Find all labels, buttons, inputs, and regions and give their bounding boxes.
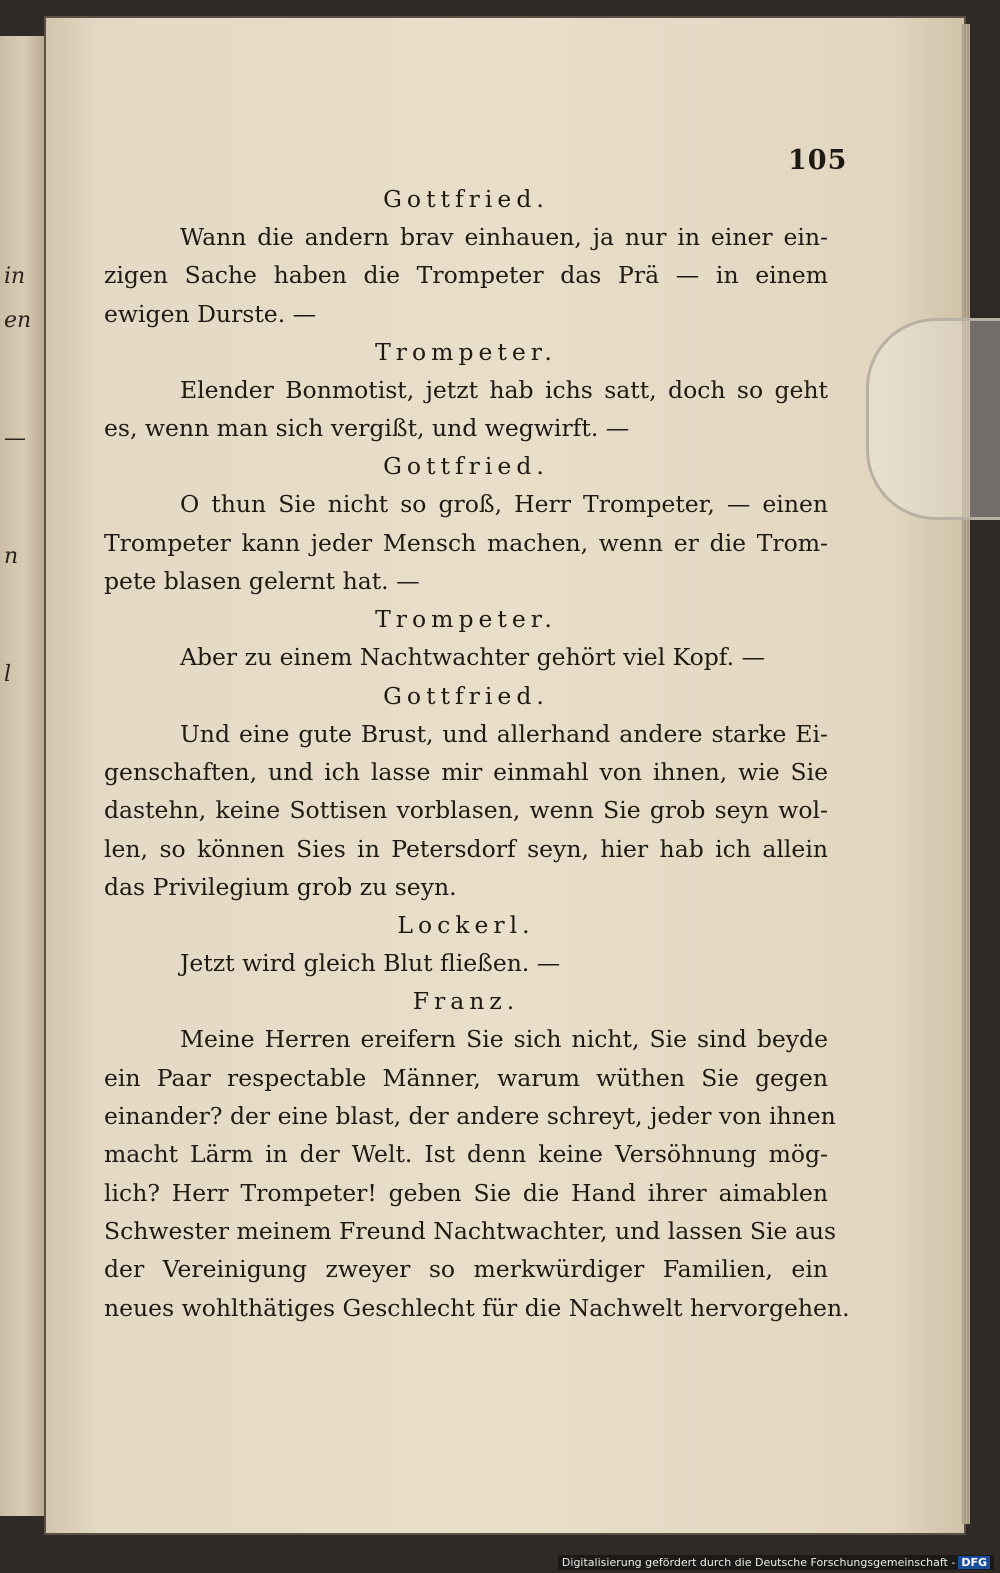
page-clip xyxy=(866,318,1000,520)
text-line: ewigen Durste. — xyxy=(104,299,317,328)
text-line: Elender Bonmotist, jetzt hab ichs satt, doch so geht xyxy=(180,375,828,404)
margin-fragment: n xyxy=(4,544,19,569)
text-line: lich? Herr Trompeter! geben Sie die Hand ihrer aimablen xyxy=(104,1178,828,1207)
speaker-name: Gottfried. xyxy=(383,681,549,710)
text-line: zigen Sache haben die Trompeter das Prä — in einem xyxy=(104,261,828,290)
text-line: es, wenn man sich vergißt, und wegwirft. — xyxy=(104,414,630,443)
text-line: dastehn, keine Sottisen vorblasen, wenn Sie grob seyn wol- xyxy=(104,796,828,825)
text-line: Aber zu einem Nachtwachter gehört viel Kopf. — xyxy=(180,643,766,672)
credit-text: Digitalisierung gefördert durch die Deutsche Forschungsgemeinschaft - xyxy=(561,1556,956,1569)
digitization-credit xyxy=(558,1555,994,1570)
text-line: Schwester meinem Freund Nachtwachter, und lassen Sie aus xyxy=(104,1216,837,1245)
speaker-name: Trompeter. xyxy=(375,337,557,366)
text-line: O thun Sie nicht so groß, Herr Trompeter, — einen xyxy=(180,490,828,519)
text-line: macht Lärm in der Welt. Ist denn keine Versöhnung mög- xyxy=(104,1140,828,1169)
text-line: einander? der eine blast, der andere schreyt, jeder von ihnen xyxy=(104,1102,836,1131)
previous-page-edge xyxy=(0,36,46,1516)
text-line: das Privilegium grob zu seyn. xyxy=(104,872,457,901)
text-line: der Vereinigung zweyer so merkwürdiger Familien, ein xyxy=(104,1255,828,1284)
speaker-name: Lockerl. xyxy=(397,911,535,940)
speaker-name: Gottfried. xyxy=(383,452,549,481)
page-number: 105 xyxy=(788,145,848,176)
text-line: genschaften, und ich lasse mir einmahl von ihnen, wie Sie xyxy=(104,757,828,786)
dfg-logo: DFG xyxy=(958,1556,990,1569)
text-line: pete blasen gelernt hat. — xyxy=(104,567,420,596)
text-line: Meine Herren ereifern Sie sich nicht, Sie sind beyde xyxy=(180,1025,828,1054)
page-stack-edges xyxy=(962,24,970,1524)
text-line: Trompeter kann jeder Mensch machen, wenn er die Trom- xyxy=(104,528,828,557)
margin-fragment: in xyxy=(4,264,26,289)
margin-fragment: — xyxy=(4,426,26,451)
text-line: ein Paar respectable Männer, warum wüthen Sie gegen xyxy=(104,1063,828,1092)
margin-fragment: en xyxy=(4,308,32,333)
speaker-name: Trompeter. xyxy=(375,605,557,634)
margin-fragment: l xyxy=(4,662,12,687)
text-line: Und eine gute Brust, und allerhand andere starke Ei- xyxy=(180,719,828,748)
speaker-name: Gottfried. xyxy=(383,185,549,213)
text-line: Jetzt wird gleich Blut fließen. — xyxy=(180,949,561,978)
text-line: neues wohlthätiges Geschlecht für die Nachwelt hervorgehen. xyxy=(104,1293,850,1322)
text-line: len, so können Sies in Petersdorf seyn, hier hab ich allein xyxy=(104,834,828,863)
page-text xyxy=(104,180,850,1327)
text-line: Wann die andern brav einhauen, ja nur in einer ein- xyxy=(180,223,828,251)
speaker-name: Franz. xyxy=(412,987,520,1016)
